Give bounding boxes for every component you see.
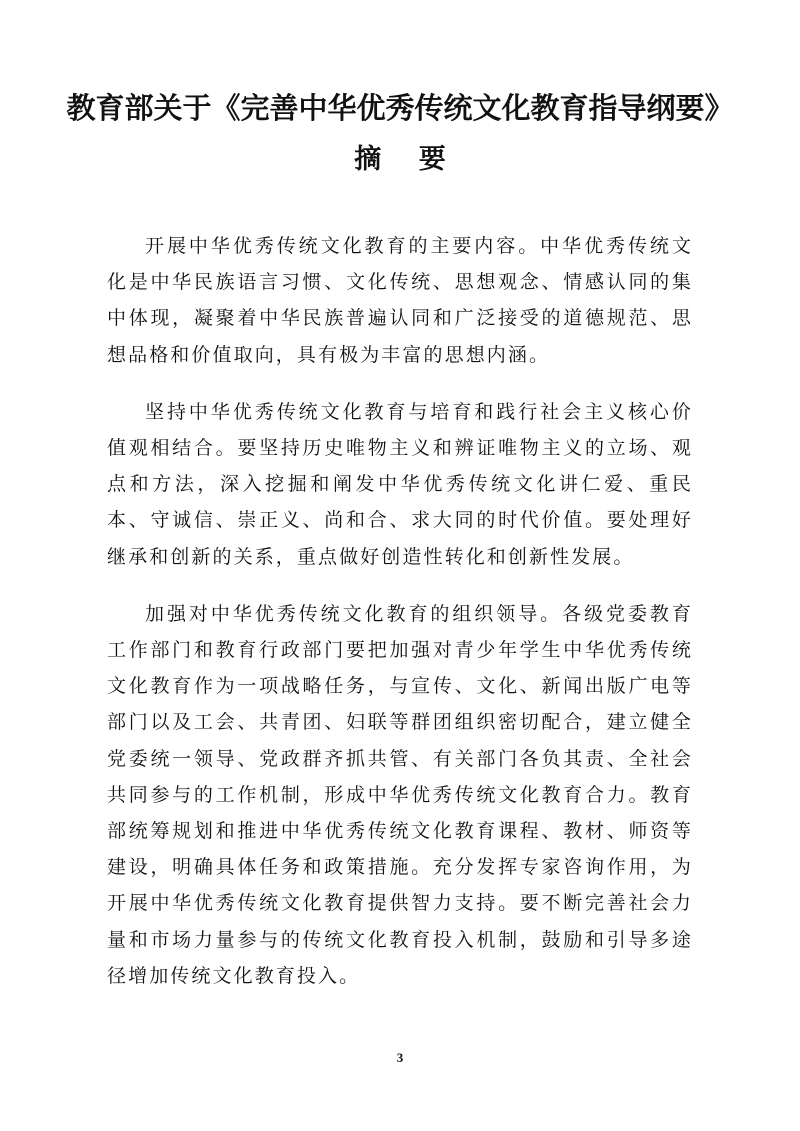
page-number: 3 [396,1050,404,1065]
document-subtitle: 摘 要 [354,144,446,175]
paragraph-main-content: 开展中华优秀传统文化教育的主要内容。中华优秀传统文化是中华民族语言习惯、文化传统、思想观念、情感认同的集中体现，凝聚着中华民族普遍认同和广泛接受的道德规范、思想品格和价值取向，具有极为丰富的思想内涵。 [107,235,693,366]
paragraph-organization-leadership: 加强对中华优秀传统文化教育的组织领导。各级党委教育工作部门和教育行政部门要把加强对青少年学生中华优秀传统文化教育作为一项战略任务，与宣传、文化、新闻出版广电等部门以及工会、共青团、妇联等群团组织密切配合，建立健全党委统一领导、党政群齐抓共管、有关部门各负其责、全社会共同参与的工作机制，形成中华优秀传统文化教育合力。教育部统筹规划和推进中华优秀传统文化教育课程、教材、师资等建设，明确具体任务和政策措施。充分发挥专家咨询作用，为开展中华优秀传统文化教育提供智力支持。要不断完善社会力量和市场力量参与的传统文化教育投入机制，鼓励和引导多途径增加传统文化教育投入。 [107,602,693,987]
document-title: 教育部关于《完善中华优秀传统文化教育指导纲要》 [66,91,734,125]
document-body [107,228,693,1015]
paragraph-core-values: 坚持中华优秀传统文化教育与培育和践行社会主义核心价值观相结合。要坚持历史唯物主义和辨证唯物主义的立场、观点和方法，深入挖掘和阐发中华优秀传统文化讲仁爱、重民本、守诚信、崇正义、尚和合、求大同的时代价值。要处理好继承和创新的关系，重点做好创造性转化和创新性发展。 [107,400,693,568]
